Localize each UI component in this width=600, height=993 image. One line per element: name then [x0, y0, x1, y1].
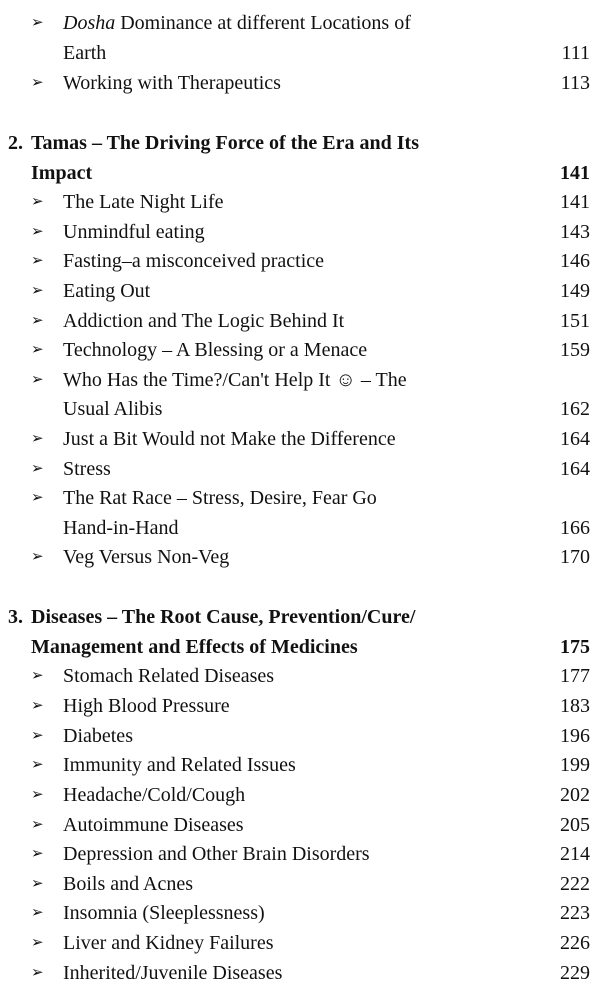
- toc-page-number: 149: [560, 280, 590, 302]
- toc-page-number: 143: [560, 221, 590, 243]
- arrow-bullet-icon: ➢: [31, 461, 44, 477]
- chapter-title-cont: Management and Effects of Medicines: [31, 636, 358, 658]
- arrow-bullet-icon: ➢: [31, 965, 44, 981]
- arrow-bullet-icon: ➢: [31, 817, 44, 833]
- toc-page-number: 113: [560, 72, 590, 94]
- toc-entry-title: Unmindful eating: [63, 221, 205, 243]
- toc-entry-title: Veg Versus Non-Veg: [63, 546, 230, 568]
- toc-entry-title: The Rat Race – Stress, Desire, Fear Go: [63, 487, 377, 509]
- toc-entry-title: Stress: [63, 458, 111, 480]
- toc-entry-title: Fasting–a misconceived practice: [63, 250, 325, 272]
- toc-entry: [0, 869, 600, 899]
- toc-page-number: 166: [560, 517, 590, 539]
- toc-page-number: 159: [560, 339, 590, 361]
- arrow-bullet-icon: ➢: [31, 75, 44, 91]
- arrow-bullet-icon: ➢: [31, 313, 44, 329]
- chapter-page-number: 175: [560, 636, 590, 658]
- toc-entry: [0, 306, 600, 336]
- toc-entry: [0, 780, 600, 810]
- toc-entry-title: Just a Bit Would not Make the Difference: [63, 428, 396, 450]
- toc-entry: [0, 276, 600, 306]
- toc-entry: [0, 691, 600, 721]
- toc-entry-title: Immunity and Related Issues: [63, 754, 296, 776]
- toc-page-number: 202: [560, 784, 590, 806]
- chapter-number: 2.: [8, 132, 23, 154]
- arrow-bullet-icon: ➢: [31, 549, 44, 565]
- chapter-heading-continuation: [0, 632, 600, 662]
- chapter-number: 3.: [8, 606, 23, 628]
- toc-page-number: 205: [560, 814, 590, 836]
- toc-entry-title: Technology – A Blessing or a Menace: [63, 339, 368, 361]
- toc-entry: [0, 454, 600, 484]
- toc-entry-title: The Late Night Life: [63, 191, 224, 213]
- toc-entry-title: High Blood Pressure: [63, 695, 230, 717]
- toc-entry: [0, 217, 600, 247]
- arrow-bullet-icon: ➢: [31, 15, 44, 31]
- arrow-bullet-icon: ➢: [31, 224, 44, 240]
- toc-entry-title: Eating Out: [63, 280, 151, 302]
- arrow-bullet-icon: ➢: [31, 668, 44, 684]
- toc-entry: [0, 750, 600, 780]
- arrow-bullet-icon: ➢: [31, 757, 44, 773]
- toc-page-number: 141: [560, 191, 590, 213]
- toc-page-number: 183: [560, 695, 590, 717]
- toc-entry-title: Headache/Cold/Cough: [63, 784, 246, 806]
- toc-entry: [0, 424, 600, 454]
- chapter-page-number: 141: [560, 162, 590, 184]
- toc-page-number: 222: [560, 873, 590, 895]
- toc-entry: [0, 898, 600, 928]
- toc-page-number: 146: [560, 250, 590, 272]
- toc-entry-title-cont: Hand-in-Hand: [63, 517, 179, 539]
- toc-entry-title: Working with Therapeutics: [63, 72, 281, 94]
- toc-entry: [0, 246, 600, 276]
- arrow-bullet-icon: ➢: [31, 372, 44, 388]
- toc-entry: [0, 365, 600, 395]
- toc-page-number: 162: [560, 398, 590, 420]
- toc-entry-continuation: [0, 38, 600, 68]
- toc-entry-title: Dominance at different Locations of: [115, 12, 411, 34]
- toc-page-number: 196: [560, 725, 590, 747]
- toc-page-number: 199: [560, 754, 590, 776]
- arrow-bullet-icon: ➢: [31, 342, 44, 358]
- arrow-bullet-icon: ➢: [31, 283, 44, 299]
- arrow-bullet-icon: ➢: [31, 194, 44, 210]
- chapter-title-cont: Impact: [31, 162, 93, 184]
- toc-entry: [0, 839, 600, 869]
- toc-entry-continuation: [0, 394, 600, 424]
- toc-entry: [0, 8, 600, 38]
- toc-entry-italic: Dosha: [63, 12, 116, 34]
- chapter-heading: [0, 602, 600, 632]
- arrow-bullet-icon: ➢: [31, 431, 44, 447]
- arrow-bullet-icon: ➢: [31, 698, 44, 714]
- toc-entry: [0, 958, 600, 988]
- toc-page-number: 170: [560, 546, 590, 568]
- toc-page-number: 177: [560, 665, 590, 687]
- toc-entry: [0, 335, 600, 365]
- toc-entry: [0, 542, 600, 572]
- arrow-bullet-icon: ➢: [31, 728, 44, 744]
- toc-page-number: 164: [560, 458, 590, 480]
- toc-entry-title: Autoimmune Diseases: [63, 814, 244, 836]
- toc-entry: [0, 483, 600, 513]
- toc-entry: [0, 661, 600, 691]
- toc-entry-title: Liver and Kidney Failures: [63, 932, 274, 954]
- arrow-bullet-icon: ➢: [31, 905, 44, 921]
- chapter-title: Tamas – The Driving Force of the Era and Its: [31, 132, 419, 154]
- toc-entry-title: Boils and Acnes: [63, 873, 193, 895]
- chapter-title: Diseases – The Root Cause, Prevention/Cure/: [31, 606, 416, 628]
- toc-entry-title: Inherited/Juvenile Diseases: [63, 962, 283, 984]
- toc-entry-continuation: [0, 513, 600, 543]
- toc-entry-title: Who Has the Time?/Can't Help It ☺ – The: [63, 369, 407, 391]
- toc-entry-title: Insomnia (Sleeplessness): [63, 902, 265, 924]
- toc-entry-title: Addiction and The Logic Behind It: [63, 310, 345, 332]
- arrow-bullet-icon: ➢: [31, 253, 44, 269]
- arrow-bullet-icon: ➢: [31, 876, 44, 892]
- toc-entry-title-cont: Earth: [63, 42, 107, 64]
- toc-entry: [0, 68, 600, 98]
- toc-page-number: 164: [560, 428, 590, 450]
- toc-entry-title: Depression and Other Brain Disorders: [63, 843, 370, 865]
- arrow-bullet-icon: ➢: [31, 787, 44, 803]
- toc-page-number: 223: [560, 902, 590, 924]
- toc-page-number: 214: [560, 843, 590, 865]
- toc-entry-title-cont: Usual Alibis: [63, 398, 163, 420]
- toc-entry: [0, 721, 600, 751]
- toc-entry: [0, 928, 600, 958]
- toc-page-number: 151: [560, 310, 590, 332]
- toc-page-number: 111: [561, 42, 590, 64]
- arrow-bullet-icon: ➢: [31, 490, 44, 506]
- arrow-bullet-icon: ➢: [31, 935, 44, 951]
- toc-entry: [0, 187, 600, 217]
- toc-entry: [0, 810, 600, 840]
- chapter-heading: [0, 128, 600, 158]
- toc-entry-title: Stomach Related Diseases: [63, 665, 275, 687]
- chapter-heading-continuation: [0, 158, 600, 188]
- arrow-bullet-icon: ➢: [31, 846, 44, 862]
- toc-entry-title: Diabetes: [63, 725, 133, 747]
- toc-page-number: 226: [560, 932, 590, 954]
- toc-page-number: 229: [560, 962, 590, 984]
